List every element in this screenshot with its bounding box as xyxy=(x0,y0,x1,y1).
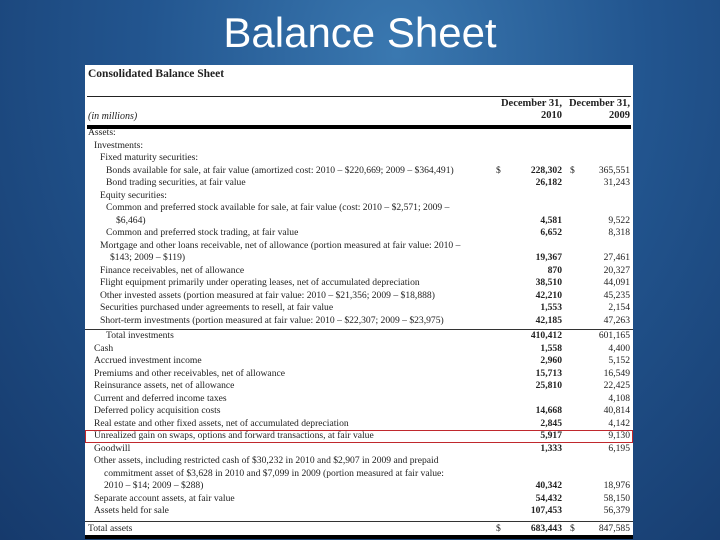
value-2010: 4,581 xyxy=(540,214,562,226)
value-2010: 1,558 xyxy=(540,342,562,354)
value-2010: 26,182 xyxy=(535,177,562,188)
table-row xyxy=(85,190,633,203)
table-row xyxy=(85,302,633,315)
table-row xyxy=(85,202,633,227)
value-2010: 19,367 xyxy=(535,252,562,263)
table-row xyxy=(85,329,633,343)
table-row xyxy=(85,227,633,240)
row-label: Common and preferred stock trading, at fair value xyxy=(106,227,299,238)
value-2010: 2,845 xyxy=(540,417,562,429)
table-row xyxy=(85,493,633,506)
value-2010: 2,960 xyxy=(540,355,562,366)
currency-symbol: $ xyxy=(496,522,501,534)
table-row xyxy=(85,380,633,393)
value-2009: 44,091 xyxy=(603,277,630,288)
value-2010: 42,185 xyxy=(535,314,562,326)
row-label: Goodwill xyxy=(94,442,131,454)
value-2009: 22,425 xyxy=(603,380,630,391)
value-2010: 25,810 xyxy=(535,380,562,391)
value-2009: 8,318 xyxy=(608,227,630,238)
table-row xyxy=(85,455,633,493)
row-label: Other invested assets (portion measured at fair value: 2010 – $21,356; 2009 – $18,888) xyxy=(100,289,435,301)
row-label: Separate account assets, at fair value xyxy=(94,492,235,504)
row-label: Cash xyxy=(94,342,114,354)
row-label: Bonds available for sale, at fair value (amortized cost: 2010 – $220,669; 2009 – $364,491) xyxy=(106,164,454,176)
row-label: Unrealized gain on swaps, options and forward transactions, at fair value xyxy=(94,430,374,441)
value-2010: 410,412 xyxy=(530,330,562,341)
table-row xyxy=(85,443,633,456)
divider xyxy=(87,96,631,97)
table-row xyxy=(85,315,633,328)
row-label: Premiums and other receivables, net of allowance xyxy=(94,367,286,379)
value-2010: 683,443 xyxy=(530,522,562,534)
value-2010: 228,302 xyxy=(530,164,562,176)
table-row xyxy=(85,521,633,540)
value-2009: 9,130 xyxy=(608,430,630,441)
row-label: Other assets, including restricted cash of $30,232 in 2010 and $2,907 in 2009 and prepaid xyxy=(94,455,439,466)
table-row xyxy=(85,140,633,153)
row-label: Mortgage and other loans receivable, net of allowance (portion measured at fair value: 2010 – xyxy=(100,239,461,251)
value-2009: 45,235 xyxy=(603,289,630,301)
table-row xyxy=(85,418,633,431)
row-label: Flight equipment primarily under operating leases, net of accumulated depreciation xyxy=(100,277,420,288)
row-label: Accrued investment income xyxy=(94,355,202,366)
balance-sheet-rows xyxy=(85,127,633,539)
value-2010: 6,652 xyxy=(540,227,562,238)
value-2009: 20,327 xyxy=(603,264,630,276)
row-label: Total assets xyxy=(88,522,133,534)
value-2009: 601,165 xyxy=(598,330,630,341)
row-label: Current and deferred income taxes xyxy=(94,392,227,404)
value-2009: 4,108 xyxy=(608,392,630,404)
row-label: Securities purchased under agreements to resell, at fair value xyxy=(100,302,334,313)
table-row xyxy=(85,290,633,303)
balance-sheet-document xyxy=(85,65,633,538)
slide-title: Balance Sheet xyxy=(223,9,497,56)
value-2009: 847,585 xyxy=(598,522,630,534)
value-2009: 40,814 xyxy=(603,405,630,416)
currency-symbol: $ xyxy=(570,522,575,534)
table-row xyxy=(85,368,633,381)
value-2009: 31,243 xyxy=(603,177,630,188)
column-header-year: 2010 xyxy=(541,110,562,121)
table-row xyxy=(85,177,633,190)
value-2009: 9,522 xyxy=(608,214,630,226)
currency-symbol: $ xyxy=(570,164,575,176)
value-2010: 40,342 xyxy=(535,480,562,491)
units-label: (in millions) xyxy=(88,111,138,122)
value-2009: 4,142 xyxy=(608,417,630,429)
column-header-line: December 31, xyxy=(500,98,562,109)
value-2010: 42,210 xyxy=(535,289,562,301)
value-2009: 6,195 xyxy=(608,442,630,454)
value-2009: 18,976 xyxy=(603,480,630,491)
column-header-2010 xyxy=(501,98,562,122)
column-header-2009 xyxy=(569,98,630,122)
table-row xyxy=(85,405,633,418)
table-row xyxy=(85,240,633,265)
value-2010: 54,432 xyxy=(535,492,562,504)
row-label: Bond trading securities, at fair value xyxy=(106,177,246,188)
value-2009: 27,461 xyxy=(603,252,630,263)
row-label: Total investments xyxy=(106,330,174,341)
table-row xyxy=(85,277,633,290)
row-label: Common and preferred stock available for sale, at fair value (cost: 2010 – $2,571; 2009 – xyxy=(106,202,450,213)
row-label: Assets held for sale xyxy=(94,505,169,516)
value-2010: 1,333 xyxy=(540,442,562,454)
table-row xyxy=(85,265,633,278)
row-label-continued: 2010 – $14; 2009 – $288) xyxy=(104,480,204,491)
row-label: Assets: xyxy=(88,127,116,138)
row-label: Real estate and other fixed assets, net of accumulated depreciation xyxy=(94,417,349,429)
table-row xyxy=(85,430,633,443)
value-2010: 870 xyxy=(547,264,562,276)
row-label: Reinsurance assets, net of allowance xyxy=(94,380,235,391)
value-2010: 5,917 xyxy=(540,430,562,441)
document-title: Consolidated Balance Sheet xyxy=(88,68,225,80)
row-label-continued: $6,464) xyxy=(116,214,146,226)
table-row xyxy=(85,393,633,406)
value-2009: 365,551 xyxy=(598,164,630,176)
row-label: Investments: xyxy=(94,139,144,151)
value-2010: 1,553 xyxy=(540,302,562,313)
table-row xyxy=(85,343,633,356)
row-label: Deferred policy acquisition costs xyxy=(94,405,221,416)
currency-symbol: $ xyxy=(496,164,501,176)
value-2009: 4,400 xyxy=(608,342,630,354)
column-header-line: December 31, xyxy=(568,98,630,109)
value-2009: 5,152 xyxy=(608,355,630,366)
row-label-continued: $143; 2009 – $119) xyxy=(110,252,186,263)
row-label-continued: commitment asset of $3,628 in 2010 and $7,099 in 2009 (portion measured at fair value: xyxy=(104,467,444,479)
table-row xyxy=(85,505,633,518)
row-label: Fixed maturity securities: xyxy=(100,152,199,163)
row-label: Short-term investments (portion measured at fair value: 2010 – $22,307; 2009 – $23,975) xyxy=(100,314,444,326)
value-2009: 56,379 xyxy=(603,505,630,516)
table-row xyxy=(85,165,633,178)
value-2009: 2,154 xyxy=(608,302,630,313)
table-row xyxy=(85,152,633,165)
value-2009: 16,549 xyxy=(603,367,630,379)
value-2010: 38,510 xyxy=(535,277,562,288)
value-2010: 107,453 xyxy=(530,505,562,516)
value-2009: 58,150 xyxy=(603,492,630,504)
column-header-year: 2009 xyxy=(609,110,630,121)
value-2010: 14,668 xyxy=(535,405,562,416)
row-label: Equity securities: xyxy=(100,189,167,201)
value-2010: 15,713 xyxy=(535,367,562,379)
row-label: Finance receivables, net of allowance xyxy=(100,264,245,276)
table-row xyxy=(85,355,633,368)
table-row xyxy=(85,127,633,140)
value-2009: 47,263 xyxy=(603,314,630,326)
